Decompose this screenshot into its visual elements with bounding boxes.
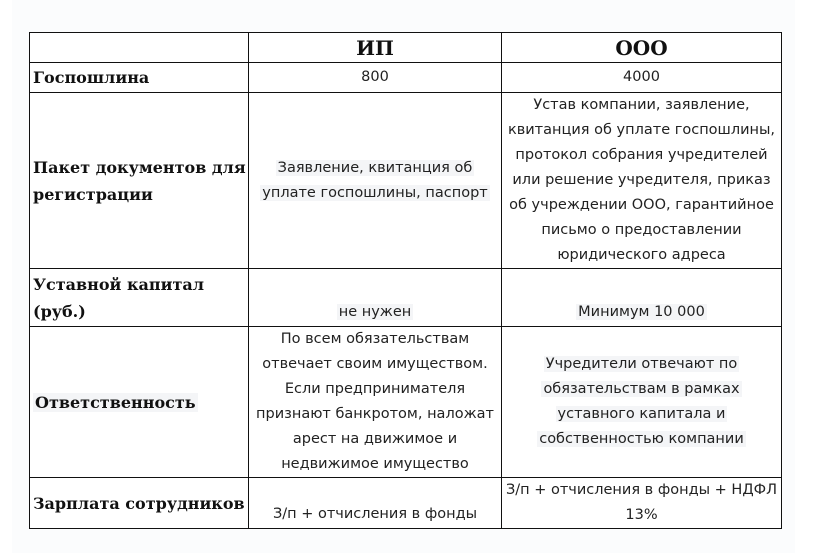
row-label-documents: [30, 93, 249, 269]
cell-line: об учреждении ООО, гарантийное: [509, 197, 774, 213]
cell-line: Устав компании, заявление,: [533, 97, 750, 113]
row-responsibility: [30, 327, 782, 478]
row-label-salary: Зарплата сотрудников: [30, 478, 249, 529]
cell-line: или решение учредителя, приказ: [512, 172, 771, 188]
cell-line: По всем обязательствам: [280, 331, 470, 347]
row-salary: [30, 478, 782, 529]
cell-ooo-capital: Минимум 10 000: [502, 269, 782, 327]
row-label-line: регистрации: [33, 184, 153, 204]
cell-line: недвижимое имущество: [281, 456, 469, 472]
cell-line: уставного капитала и: [557, 406, 726, 422]
header-ooo: ООО: [502, 33, 782, 63]
cell-line: З/п + отчисления в фонды + НДФЛ: [505, 482, 778, 498]
cell-ooo-salary: [502, 478, 782, 529]
cell-line: Учредители отвечают по: [545, 356, 738, 372]
cell-line: собственностью компании: [539, 431, 744, 447]
cell-line: признают банкротом, наложат: [256, 406, 494, 422]
cell-line: Если предпринимателя: [284, 381, 466, 397]
cell-ip-fee: 800: [249, 63, 502, 93]
row-label-line: (руб.): [33, 301, 86, 321]
cell-line: 13%: [625, 507, 658, 523]
row-capital: [30, 269, 782, 327]
cell-ip-capital: не нужен: [249, 269, 502, 327]
row-label-line: Пакет документов для: [33, 157, 246, 177]
row-documents: [30, 93, 782, 269]
header-empty-cell: [30, 33, 249, 63]
row-fee: [30, 63, 782, 93]
row-label-line: Уставной капитал: [33, 274, 205, 294]
header-row: [30, 33, 782, 63]
cell-ooo-responsibility: [502, 327, 782, 478]
cell-ip-documents: [249, 93, 502, 269]
row-label-fee: Госпошлина: [30, 63, 249, 93]
row-label-responsibility: Ответственность: [30, 327, 249, 478]
cell-line: арест на движимое и: [292, 431, 458, 447]
cell-line: обязательствам в рамках: [543, 381, 740, 397]
cell-line: уплате госпошлины, паспорт: [262, 184, 488, 201]
cell-ip-responsibility: [249, 327, 502, 478]
cell-ooo-documents: [502, 93, 782, 269]
header-ip: ИП: [249, 33, 502, 63]
cell-line: письмо о предоставлении: [541, 222, 742, 238]
cell-ip-salary: З/п + отчисления в фонды: [249, 478, 502, 529]
cell-line: юридического адреса: [557, 247, 726, 263]
cell-line: протокол собрания учредителей: [515, 147, 768, 163]
comparison-table: [29, 32, 782, 529]
cell-line: отвечает своим имуществом.: [262, 356, 488, 372]
cell-line: квитанция об уплате госпошлины,: [507, 122, 776, 138]
cell-line: Заявление, квитанция об: [277, 159, 473, 176]
cell-ooo-fee: 4000: [502, 63, 782, 93]
row-label-capital: [30, 269, 249, 327]
